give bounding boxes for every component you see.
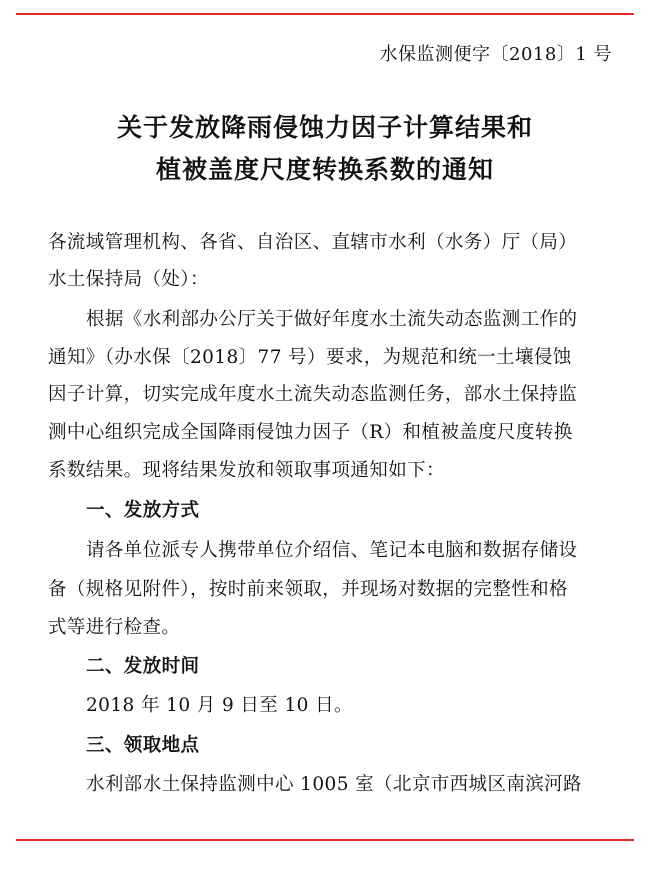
section-3-heading: 三、领取地点 — [86, 735, 200, 756]
title-line-1: 关于发放降雨侵蚀力因子计算结果和 — [116, 113, 533, 142]
section-1-heading: 一、发放方式 — [86, 500, 200, 521]
bottom-red-rule — [16, 839, 634, 841]
section-2-heading: 二、发放时间 — [86, 656, 200, 677]
intro-line-1: 根据《水利部办公厅关于做好年度水土流失动态监测工作的 — [86, 309, 578, 330]
section-2-line-1: 2018 年 10 月 9 日至 10 日。 — [86, 695, 353, 716]
intro-line-2: 通知》（办水保〔2018〕77 号）要求，为规范和统一土壤侵蚀 — [48, 347, 572, 368]
intro-line-3: 因子计算，切实完成年度水土流失动态监测任务，部水土保持监 — [48, 384, 578, 405]
section-3-line-1: 水利部水土保持监测中心 1005 室（北京市西城区南滨河路 — [86, 774, 582, 795]
addressee-line-1: 各流域管理机构、各省、自治区、直辖市水利（水务）厅（局） — [48, 232, 578, 253]
title-line-2: 植被盖度尺度转换系数的通知 — [155, 155, 494, 184]
document-number: 水保监测便字〔2018〕1 号 — [379, 44, 612, 65]
top-red-rule — [16, 13, 634, 15]
section-1-line-1: 请各单位派专人携带单位介绍信、笔记本电脑和数据存储设 — [86, 540, 578, 561]
addressee-line-2: 水土保持局（处）： — [48, 269, 209, 290]
section-1-line-2: 备（规格见附件），按时前来领取，并现场对数据的完整性和格 — [48, 579, 568, 600]
intro-line-5: 系数结果。现将结果发放和领取事项通知如下： — [48, 460, 445, 481]
intro-line-4: 测中心组织完成全国降雨侵蚀力因子（R）和植被盖度尺度转换 — [48, 422, 573, 443]
section-1-line-3: 式等进行检查。 — [48, 617, 181, 638]
